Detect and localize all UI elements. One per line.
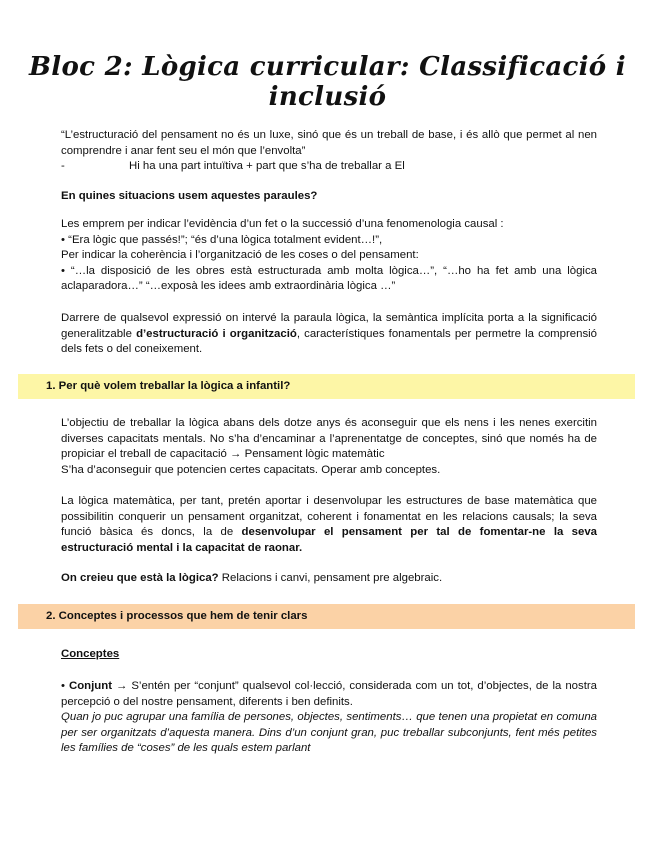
situations-bullet2: • “…la disposició de les obres està estructurada amb molta lògica…”, “…ho ha fet amb una lògica aclaparadora…” “…exposà les idees amb extraordinària lògica …”: [61, 264, 597, 293]
situations-line1: Les emprem per indicar l’evidència d’un fet o la successió d’una fenomenologia causal :: [61, 218, 504, 230]
conjunt-rest: → S’entén per “conjunt” qualsevol col·lecció, considerada com un tot, d’objectes, de la nostra percepció o del nostre pensament, diferents i ben definits.: [61, 680, 597, 708]
situations-line2: Per indicar la coherència i l’organització de les coses o del pensament:: [61, 249, 419, 262]
conceptes-subheading-block: [61, 647, 597, 663]
quote-text: “L’estructuració del pensament no és un luxe, sinó que és un treball de base, i és allò que permet al nen comprendre i anar fent seu el món que l’envolta”: [61, 129, 597, 157]
section1-p2-bold: desenvolupar el pensament per tal de fomentar-ne la seva estructuració mental i la capacitat de raonar.: [61, 526, 598, 554]
darrere-part2: , característiques fonamentals per permetre la comprensió dels fets o del coneixement.: [61, 327, 598, 356]
conjunt-definition: [61, 679, 597, 757]
section1-paragraph1: [61, 416, 597, 478]
quote-dash-line: [61, 159, 597, 175]
section1-paragraph2: [61, 494, 597, 556]
situations-heading-block: [61, 189, 597, 205]
question-bold: On creieu que està la lògica?: [61, 572, 219, 584]
darrere-part1: Darrere de qualsevol expressió on intervé la paraula lògica, la semàntica implícita porta a la significació generalitzable: [61, 312, 597, 340]
conjunt-example: Quan jo puc agrupar una família de persones, objectes, sentiments… que tenen una propietat en comuna per ser organitzats d’aquesta manera. Dins d’un conjunt gran, puc treballar subconjunts, fent més petites les famílies de “coses” de les quals estem parlant: [61, 711, 597, 755]
dash-text: Hi ha una part intuïtiva + part que s’ha de treballar a El: [129, 160, 405, 173]
question-rest: Relacions i canvi, pensament pre algebraic.: [218, 572, 443, 584]
section1-p1: L’objectiu de treballar la lògica abans dels dotze anys és aconseguir que els nens i les nenes exercitin diverses capacitats mentals. No s’ha d’encaminar a l’aprenentatge de conceptes, sinó que només ha de propiciar el treball de capacitació → Pensament lògic matemàtic: [61, 417, 597, 461]
darrere-paragraph: [61, 311, 597, 358]
conjunt-term: Conjunt: [68, 680, 112, 692]
dash-marker: -: [61, 160, 65, 173]
page-title: Bloc 2: Lògica curricular: Classificació i inclusió: [29, 52, 626, 112]
section2-heading: 2. Conceptes i processos que hem de tenir clars: [18, 604, 635, 629]
section1-question: [61, 571, 597, 587]
section1-heading: 1. Per què volem treballar la lògica a infantil?: [18, 374, 635, 399]
intro-quote: [61, 128, 597, 175]
conceptes-subheading: Conceptes: [61, 648, 120, 660]
situations-body: [61, 217, 597, 295]
section1-p2-part1: La lògica matemàtica, per tant, pretén aportar i desenvolupar les estructures de base matemàtica que possibilitin conquerir un pensament organitzat, coherent i fonamentat en les relacions causals; la seva funció bàsica és doncs, la de: [61, 495, 597, 539]
darrere-bold: d’estructuració i organització: [136, 327, 297, 340]
conjunt-bullet: •: [61, 680, 69, 692]
situations-heading: En quines situacions usem aquestes paraules?: [61, 190, 318, 202]
situations-bullet1: • “Era lògic que passés!”; “és d’una lògica totalment evident…!”,: [61, 233, 383, 246]
section1-p1b: S’ha d’aconseguir que potencien certes capacitats. Operar amb conceptes.: [61, 463, 441, 476]
